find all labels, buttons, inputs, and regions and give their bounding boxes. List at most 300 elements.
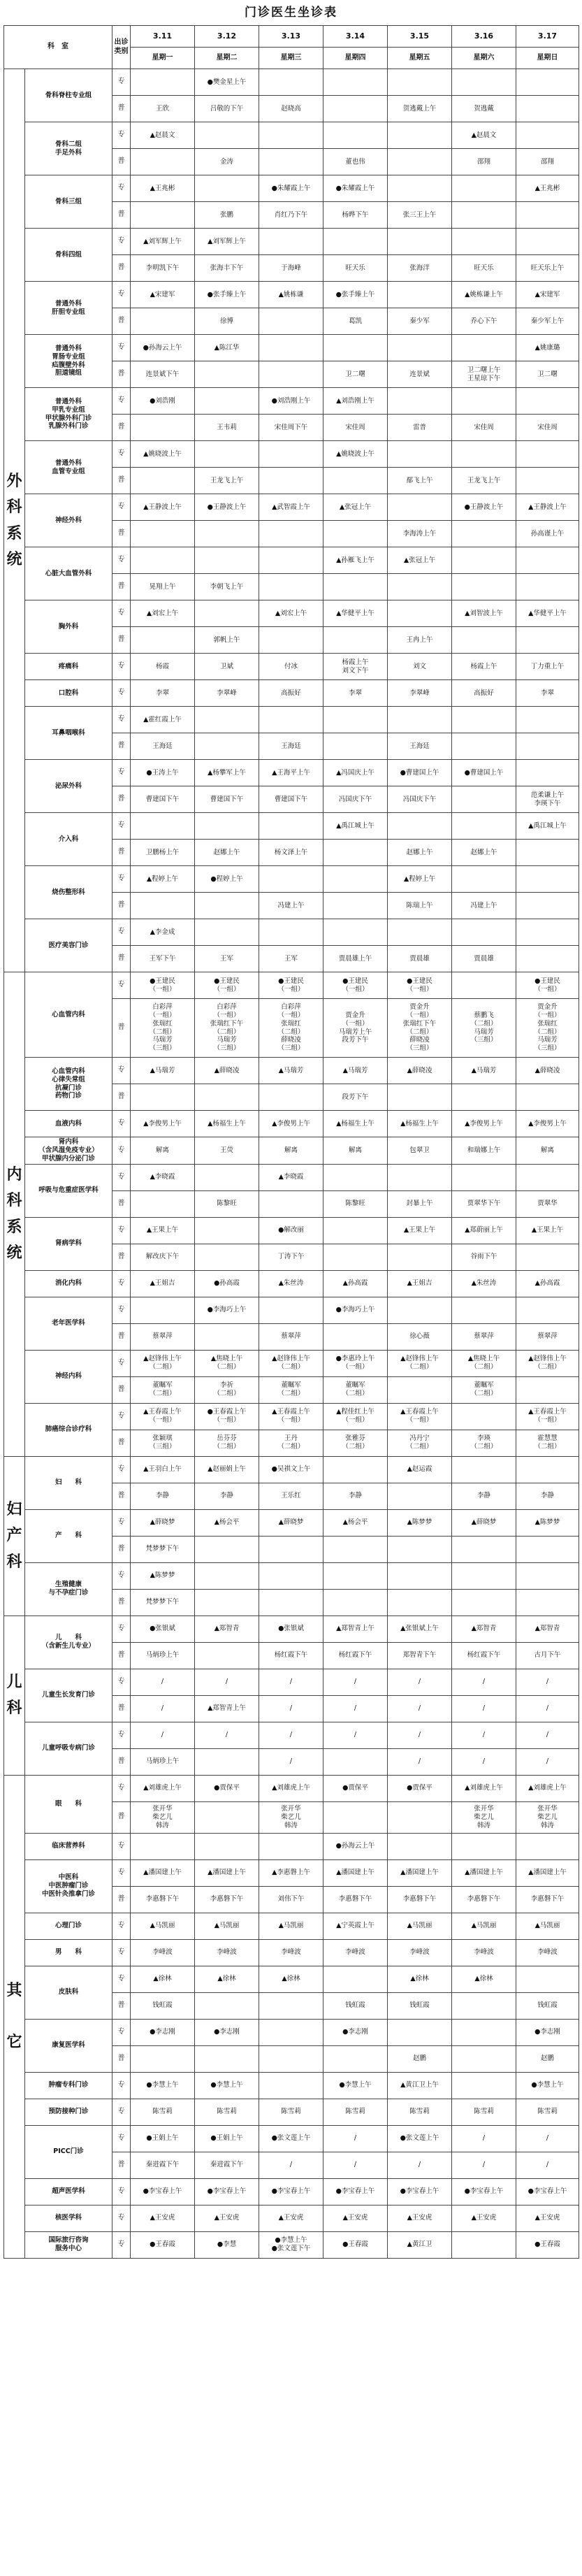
doctor-cell: ●贾保平 xyxy=(195,1775,259,1801)
schedule-row xyxy=(4,1137,579,1165)
doctor-cell: ▲姚栋谦上午 xyxy=(452,282,516,308)
doctor-cell xyxy=(388,1244,452,1270)
doctor-cell: / xyxy=(516,1669,579,1695)
doctor-cell xyxy=(516,441,579,468)
doctor-cell xyxy=(259,1536,323,1562)
doctor-cell: ▲刘宏上午 xyxy=(131,600,195,627)
department-name: 消化内科 xyxy=(25,1270,112,1297)
doctor-cell: 霍慧慧 （二组） xyxy=(516,1430,579,1456)
schedule-body xyxy=(4,69,579,2259)
doctor-cell xyxy=(195,1217,259,1244)
doctor-cell: ●刘浩刚 xyxy=(131,388,195,415)
weekday-cell: 星期二 xyxy=(195,48,259,69)
doctor-cell xyxy=(452,2019,516,2045)
doctor-cell: 陈雪莉 xyxy=(388,2099,452,2125)
doctor-cell xyxy=(259,308,323,335)
doctor-cell: ●樊金星上午 xyxy=(195,69,259,96)
doctor-cell: ●王春霞 xyxy=(516,2231,579,2258)
doctor-cell xyxy=(323,1164,388,1190)
doctor-cell: ●王建民 （一组） xyxy=(259,972,323,999)
doctor-cell xyxy=(388,1376,452,1403)
doctor-cell xyxy=(259,707,323,733)
doctor-cell: / xyxy=(388,1669,452,1695)
doctor-cell: ▲陈梦梦 xyxy=(516,1509,579,1536)
doctor-cell: 梵梦梦下午 xyxy=(131,1536,195,1562)
doctor-cell xyxy=(195,1589,259,1616)
doctor-cell: 连景斌 xyxy=(388,361,452,388)
doctor-cell xyxy=(388,69,452,96)
slot-type: 普 xyxy=(112,1244,131,1270)
doctor-cell: 贺逃戴 xyxy=(452,96,516,122)
doctor-cell xyxy=(452,229,516,255)
doctor-cell: 蔡翠萍 xyxy=(259,1323,323,1350)
doctor-cell: 王荧 xyxy=(195,1137,259,1165)
doctor-cell xyxy=(323,893,388,919)
doctor-cell: 赵娜上午 xyxy=(195,840,259,866)
department-name: 国际旅行咨询 服务中心 xyxy=(25,2231,112,2258)
department-name: 儿 科 （含新生儿专业） xyxy=(25,1616,112,1669)
doctor-cell xyxy=(452,786,516,813)
doctor-cell xyxy=(323,122,388,149)
doctor-cell xyxy=(516,388,579,415)
doctor-cell: ▲赵锋伟上午 （二组） xyxy=(388,1350,452,1376)
doctor-cell xyxy=(452,2045,516,2072)
doctor-cell: / xyxy=(452,2125,516,2152)
doctor-cell xyxy=(516,1376,579,1403)
slot-type: 专 xyxy=(112,494,131,521)
doctor-cell: ▲赵晨文 xyxy=(452,122,516,149)
doctor-cell xyxy=(323,919,388,946)
department-name: 皮肤科 xyxy=(25,1966,112,2019)
doctor-cell: ●李宝春上午 xyxy=(259,2178,323,2205)
doctor-cell: ▲陈梦梦 xyxy=(131,1562,195,1589)
doctor-cell: ●李志刚 xyxy=(195,2019,259,2045)
slot-type: 普 xyxy=(112,733,131,760)
doctor-cell xyxy=(452,707,516,733)
doctor-cell: ▲薛晓梦 xyxy=(259,1509,323,1536)
doctor-cell: ▲焦晓上午 （二组） xyxy=(452,1350,516,1376)
doctor-cell xyxy=(323,2045,388,2072)
doctor-cell xyxy=(452,574,516,600)
schedule-row xyxy=(4,2125,579,2152)
slot-type: 专 xyxy=(112,2205,131,2231)
doctor-cell xyxy=(516,1589,579,1616)
doctor-cell: 陈雪莉 xyxy=(452,2099,516,2125)
doctor-cell xyxy=(259,1589,323,1616)
doctor-cell xyxy=(516,547,579,574)
slot-type: 普 xyxy=(112,415,131,441)
doctor-cell xyxy=(323,1966,388,1992)
doctor-cell xyxy=(388,1801,452,1833)
doctor-cell: 杨红霞下午 xyxy=(323,1642,388,1669)
doctor-cell xyxy=(323,335,388,361)
doctor-cell: 连景斌下午 xyxy=(131,361,195,388)
department-name: 妇 科 xyxy=(25,1456,112,1509)
schedule-row xyxy=(4,919,579,946)
doctor-cell: ▲程佳红上午 （一组） xyxy=(323,1403,388,1430)
doctor-cell: ▲刘雄虎上午 xyxy=(131,1775,195,1801)
doctor-cell: / xyxy=(259,1748,323,1775)
slot-type: 专 xyxy=(112,1456,131,1483)
doctor-cell: 赵鹏 xyxy=(388,2045,452,2072)
department-name: 疼痛科 xyxy=(25,654,112,680)
schedule-row xyxy=(4,1913,579,1939)
date-cell: 3.15 xyxy=(388,26,452,48)
schedule-row xyxy=(4,1058,579,1084)
doctor-cell: 刘伟下午 xyxy=(259,1886,323,1913)
doctor-cell: ▲马瑞芳 xyxy=(259,1058,323,1084)
doctor-cell xyxy=(388,149,452,175)
doctor-cell: / xyxy=(388,2152,452,2178)
doctor-cell: / xyxy=(388,1748,452,1775)
doctor-cell: / xyxy=(323,2152,388,2178)
doctor-cell xyxy=(323,1801,388,1833)
weekday-cell: 星期一 xyxy=(131,48,195,69)
doctor-cell xyxy=(388,175,452,202)
doctor-cell: ▲薛晓梦 xyxy=(131,1509,195,1536)
doctor-cell xyxy=(131,1084,195,1111)
doctor-cell: ●李慧 xyxy=(195,2231,259,2258)
doctor-cell: ▲刘雄虎上午 xyxy=(259,1775,323,1801)
doctor-cell: ▲刘军辉上午 xyxy=(195,229,259,255)
doctor-cell: 宋佳周下午 xyxy=(259,415,323,441)
doctor-cell xyxy=(516,1084,579,1111)
doctor-cell xyxy=(131,69,195,96)
page-title: 门诊医生坐诊表 xyxy=(245,6,337,20)
doctor-cell: 李峰波 xyxy=(259,1939,323,1966)
doctor-cell: ▲薛晓凌 xyxy=(516,1058,579,1084)
schedule-row xyxy=(4,1217,579,1244)
doctor-cell: ●曹建国上午 xyxy=(388,760,452,786)
department-name: 眼 科 xyxy=(25,1775,112,1833)
doctor-cell: ▲王静波上午 xyxy=(131,494,195,521)
doctor-cell: 王丹 （二组） xyxy=(259,1430,323,1456)
doctor-cell xyxy=(131,627,195,654)
doctor-cell xyxy=(452,1456,516,1483)
doctor-cell: ▲郑智青 xyxy=(195,1616,259,1642)
doctor-cell: 和瑞娜上午 xyxy=(452,1137,516,1165)
doctor-cell: / xyxy=(259,2152,323,2178)
department-name: 神经内科 xyxy=(25,1350,112,1403)
department-name: 骨科三组 xyxy=(25,175,112,229)
slot-type: 专 xyxy=(112,122,131,149)
doctor-cell xyxy=(452,1562,516,1589)
doctor-cell: ●李宝春上午 xyxy=(195,2178,259,2205)
doctor-cell xyxy=(323,1244,388,1270)
doctor-cell: ●李宝春上午 xyxy=(516,2178,579,2205)
slot-type: 专 xyxy=(112,2231,131,2258)
doctor-cell: / xyxy=(516,1748,579,1775)
doctor-cell xyxy=(516,893,579,919)
doctor-cell xyxy=(516,1297,579,1323)
slot-type: 普 xyxy=(112,202,131,229)
schedule-row xyxy=(4,1616,579,1642)
doctor-cell: ▲赵锋伟上午 （二组） xyxy=(259,1350,323,1376)
doctor-cell: 贾金升 （一组） 张瑞红下午 （二组） 薛晓凌 （三组） xyxy=(388,999,452,1058)
doctor-cell: / xyxy=(195,1669,259,1695)
doctor-cell: 王龙飞上午 xyxy=(452,468,516,494)
doctor-cell: ●张银斌 xyxy=(131,1616,195,1642)
doctor-cell: ▲刘军辉上午 xyxy=(131,229,195,255)
doctor-cell: ●李慧上午 ●张文莲下午 xyxy=(259,2231,323,2258)
doctor-cell xyxy=(452,1084,516,1111)
schedule-row xyxy=(4,388,579,415)
doctor-cell xyxy=(259,521,323,547)
doctor-cell: 李海涛上午 xyxy=(388,521,452,547)
doctor-cell: 董瞩军 （二组） xyxy=(131,1376,195,1403)
doctor-cell xyxy=(452,1589,516,1616)
doctor-cell xyxy=(323,1456,388,1483)
doctor-cell: ▲王春霞上午 （一组） xyxy=(388,1403,452,1430)
doctor-cell: 赵娜上午 xyxy=(452,840,516,866)
doctor-cell xyxy=(516,574,579,600)
doctor-cell: ▲李晓霞 xyxy=(131,1164,195,1190)
doctor-cell: ▲赵晨文 xyxy=(131,122,195,149)
slot-type: 普 xyxy=(112,1430,131,1456)
doctor-cell xyxy=(323,1748,388,1775)
schedule-row xyxy=(4,1350,579,1376)
slot-type: 普 xyxy=(112,1695,131,1722)
schedule-row xyxy=(4,547,579,574)
doctor-cell: ▲李惠磐上午 xyxy=(259,1859,323,1886)
doctor-cell xyxy=(452,1403,516,1430)
doctor-cell xyxy=(516,919,579,946)
doctor-cell: / xyxy=(516,2152,579,2178)
schedule-row xyxy=(4,175,579,202)
doctor-cell: 徐心薇 xyxy=(388,1323,452,1350)
doctor-cell: / xyxy=(452,2152,516,2178)
doctor-cell: 杨文泽上午 xyxy=(259,840,323,866)
schedule-row xyxy=(4,813,579,840)
doctor-cell xyxy=(259,69,323,96)
doctor-cell: 李惠磐下午 xyxy=(388,1886,452,1913)
doctor-cell: 宋佳周 xyxy=(452,415,516,441)
doctor-cell xyxy=(516,69,579,96)
doctor-cell: ▲徐林 xyxy=(195,1966,259,1992)
doctor-cell: / xyxy=(259,1722,323,1748)
doctor-cell: ▲郑智青上午 xyxy=(323,1616,388,1642)
doctor-cell: ▲姚晓波上午 xyxy=(323,441,388,468)
slot-type: 普 xyxy=(112,468,131,494)
slot-type: 专 xyxy=(112,2125,131,2152)
doctor-cell: ▲王静波上午 xyxy=(516,494,579,521)
doctor-cell: ▲刘智波上午 xyxy=(452,600,516,627)
doctor-cell: 旺天乐 xyxy=(323,255,388,282)
doctor-cell: 赵娜上午 xyxy=(388,840,452,866)
doctor-cell: ▲刘雄虎上午 xyxy=(452,1775,516,1801)
doctor-cell: 高振好 xyxy=(452,680,516,707)
doctor-cell xyxy=(388,1536,452,1562)
doctor-cell: / xyxy=(452,1722,516,1748)
slot-type: 普 xyxy=(112,1642,131,1669)
doctor-cell: 张开华 柴艺儿 韩涛 xyxy=(516,1801,579,1833)
doctor-cell xyxy=(388,1589,452,1616)
schedule-row xyxy=(4,2019,579,2045)
doctor-cell: ▲马凯丽 xyxy=(131,1913,195,1939)
doctor-cell xyxy=(452,919,516,946)
department-name: 普通外科 甲乳专业组 甲状腺外科门诊 乳腺外科门诊 xyxy=(25,388,112,441)
doctor-cell: 王海廷 xyxy=(388,733,452,760)
doctor-cell xyxy=(195,707,259,733)
slot-header: 出诊 类别 xyxy=(112,26,131,69)
doctor-cell: 王军 xyxy=(195,946,259,972)
schedule-row xyxy=(4,2178,579,2205)
slot-type: 专 xyxy=(112,1270,131,1297)
doctor-cell: ▲陈江华 xyxy=(195,335,259,361)
doctor-cell: / xyxy=(452,1695,516,1722)
slot-type: 专 xyxy=(112,1833,131,1859)
doctor-cell: / xyxy=(516,2125,579,2152)
doctor-cell: ▲华健平上午 xyxy=(323,600,388,627)
doctor-cell: ▲王安虎 xyxy=(452,2205,516,2231)
doctor-cell xyxy=(516,946,579,972)
doctor-cell: ●王静波上午 xyxy=(195,494,259,521)
weekday-cell: 星期六 xyxy=(452,48,516,69)
slot-type: 专 xyxy=(112,282,131,308)
doctor-cell: ▲马瑞芳 xyxy=(323,1058,388,1084)
slot-type: 普 xyxy=(112,361,131,388)
doctor-cell: ●孙高霞 xyxy=(195,1270,259,1297)
schedule-row xyxy=(4,2072,579,2099)
doctor-cell xyxy=(388,1562,452,1589)
doctor-cell: 李惠磐下午 xyxy=(195,1886,259,1913)
doctor-cell: ▲李金成 xyxy=(131,919,195,946)
doctor-cell: ▲潘国建上午 xyxy=(323,1859,388,1886)
doctor-cell: 于海峰 xyxy=(259,255,323,282)
doctor-cell: ▲王兆彬 xyxy=(516,175,579,202)
schedule-row xyxy=(4,1562,579,1589)
department-name: 生殖健康 与不孕症门诊 xyxy=(25,1562,112,1616)
slot-type: 专 xyxy=(112,813,131,840)
doctor-cell: 杨霞上午 刘文下午 xyxy=(323,654,388,680)
doctor-cell: ▲徐林 xyxy=(259,1966,323,1992)
doctor-cell: 贾翠华 xyxy=(516,1190,579,1217)
slot-type: 普 xyxy=(112,2045,131,2072)
doctor-cell xyxy=(452,972,516,999)
doctor-cell: 贾晨雄 xyxy=(388,946,452,972)
schedule-row xyxy=(4,1966,579,1992)
doctor-cell xyxy=(131,202,195,229)
category-label: 其 它 xyxy=(4,1775,25,2258)
schedule-row xyxy=(4,1403,579,1430)
doctor-cell: 白彩萍 （一组） 张瑞红 （二组） 薛晓凌 （三组） xyxy=(259,999,323,1058)
doctor-cell: ▲焦晓上午 （二组） xyxy=(195,1350,259,1376)
schedule-row xyxy=(4,1164,579,1190)
slot-type: 专 xyxy=(112,1509,131,1536)
slot-type: 专 xyxy=(112,1669,131,1695)
doctor-cell xyxy=(388,919,452,946)
department-name: 骨科二组 手足外科 xyxy=(25,122,112,175)
doctor-cell: 旺天乐 xyxy=(452,255,516,282)
doctor-cell: ▲马凯丽 xyxy=(259,1913,323,1939)
doctor-cell: 冯国庆下午 xyxy=(388,786,452,813)
doctor-cell: ▲徐林 xyxy=(452,1966,516,1992)
doctor-cell: 李明凯下午 xyxy=(131,255,195,282)
doctor-cell: 秦进霞下午 xyxy=(195,2152,259,2178)
doctor-cell: 杨霞上午 xyxy=(452,654,516,680)
doctor-cell: ▲程婷上午 xyxy=(388,866,452,893)
slot-type: 专 xyxy=(112,547,131,574)
doctor-cell: 吕敬的下午 xyxy=(195,96,259,122)
schedule-row xyxy=(4,494,579,521)
doctor-cell: ▲李俊男上午 xyxy=(131,1111,195,1137)
doctor-cell: ●王建民 （一组） xyxy=(323,972,388,999)
schedule-row xyxy=(4,282,579,308)
doctor-cell xyxy=(259,441,323,468)
doctor-cell: 贾金升 （一组） 张瑞红 （二组） 马瑞芳 （三组） xyxy=(516,999,579,1058)
doctor-cell: ●李海巧上午 xyxy=(323,1297,388,1323)
slot-type: 专 xyxy=(112,866,131,893)
doctor-cell: ●李宝春上午 xyxy=(388,2178,452,2205)
schedule-row xyxy=(4,600,579,627)
doctor-cell: ▲孙高霞 xyxy=(323,1270,388,1297)
doctor-cell xyxy=(516,122,579,149)
slot-type: 专 xyxy=(112,1403,131,1430)
doctor-cell: ●李志刚 xyxy=(323,2019,388,2045)
doctor-cell: 解离 xyxy=(131,1137,195,1165)
weekday-cell: 星期三 xyxy=(259,48,323,69)
department-name: 骨科四组 xyxy=(25,229,112,282)
doctor-cell: 金涛 xyxy=(195,149,259,175)
slot-type: 专 xyxy=(112,1058,131,1084)
doctor-cell: ●王静波上午 xyxy=(452,494,516,521)
department-name: 产 科 xyxy=(25,1509,112,1562)
schedule-row xyxy=(4,1859,579,1886)
doctor-cell xyxy=(259,2045,323,2072)
slot-type: 专 xyxy=(112,1775,131,1801)
dept-header: 科 室 xyxy=(4,26,112,69)
doctor-cell xyxy=(195,1801,259,1833)
doctor-cell: 旺天乐上午 xyxy=(516,255,579,282)
doctor-cell: 李峰波 xyxy=(388,1939,452,1966)
doctor-cell: 钱虹霞 xyxy=(388,1992,452,2019)
doctor-cell: 贾晨雄上午 xyxy=(323,946,388,972)
doctor-cell: ▲马凯丽 xyxy=(195,1913,259,1939)
department-name: 普通外科 肝胆专业组 xyxy=(25,282,112,335)
doctor-cell: ▲宋建军 xyxy=(131,282,195,308)
doctor-cell: 卫二曙上午 王星琼下午 xyxy=(452,361,516,388)
schedule-row xyxy=(4,1833,579,1859)
doctor-cell: ▲姚栋谦 xyxy=(259,282,323,308)
doctor-cell: 杨霞 xyxy=(131,654,195,680)
doctor-cell: ●王建民 （一组） xyxy=(388,972,452,999)
schedule-row xyxy=(4,760,579,786)
doctor-cell: 张开华 柴艺儿 韩涛 xyxy=(131,1801,195,1833)
doctor-cell: ▲杨会平 xyxy=(323,1509,388,1536)
slot-type: 普 xyxy=(112,1483,131,1509)
doctor-cell: 冯建上午 xyxy=(452,893,516,919)
doctor-cell xyxy=(516,229,579,255)
department-name: 中医科 中医肿瘤门诊 中医针灸推拿门诊 xyxy=(25,1859,112,1913)
department-name: 心血管内科 心律失常组 抗凝门诊 药物门诊 xyxy=(25,1058,112,1111)
doctor-cell: ●吴祺文上午 xyxy=(259,1456,323,1483)
doctor-cell: 曹建国下午 xyxy=(259,786,323,813)
doctor-cell: 卫鹏杨上午 xyxy=(131,840,195,866)
doctor-cell: 李峰波 xyxy=(195,1939,259,1966)
doctor-cell: 王龙飞上午 xyxy=(195,468,259,494)
doctor-cell: 贾金升 （一组） 马瑞芳上午 段芳下午 xyxy=(323,999,388,1058)
department-name: 烧伤整形科 xyxy=(25,866,112,919)
doctor-cell: ▲朱丝涛 xyxy=(452,1270,516,1297)
slot-type: 专 xyxy=(112,229,131,255)
doctor-cell: ●李惠玲上午 （一组） xyxy=(323,1350,388,1376)
department-name: 肾病学科 xyxy=(25,1217,112,1270)
doctor-cell: 钱虹霞 xyxy=(323,1992,388,2019)
doctor-cell: 冯建上午 xyxy=(259,893,323,919)
doctor-cell xyxy=(131,468,195,494)
doctor-cell: ▲马瑞芳 xyxy=(452,1058,516,1084)
department-name: 介入科 xyxy=(25,813,112,866)
